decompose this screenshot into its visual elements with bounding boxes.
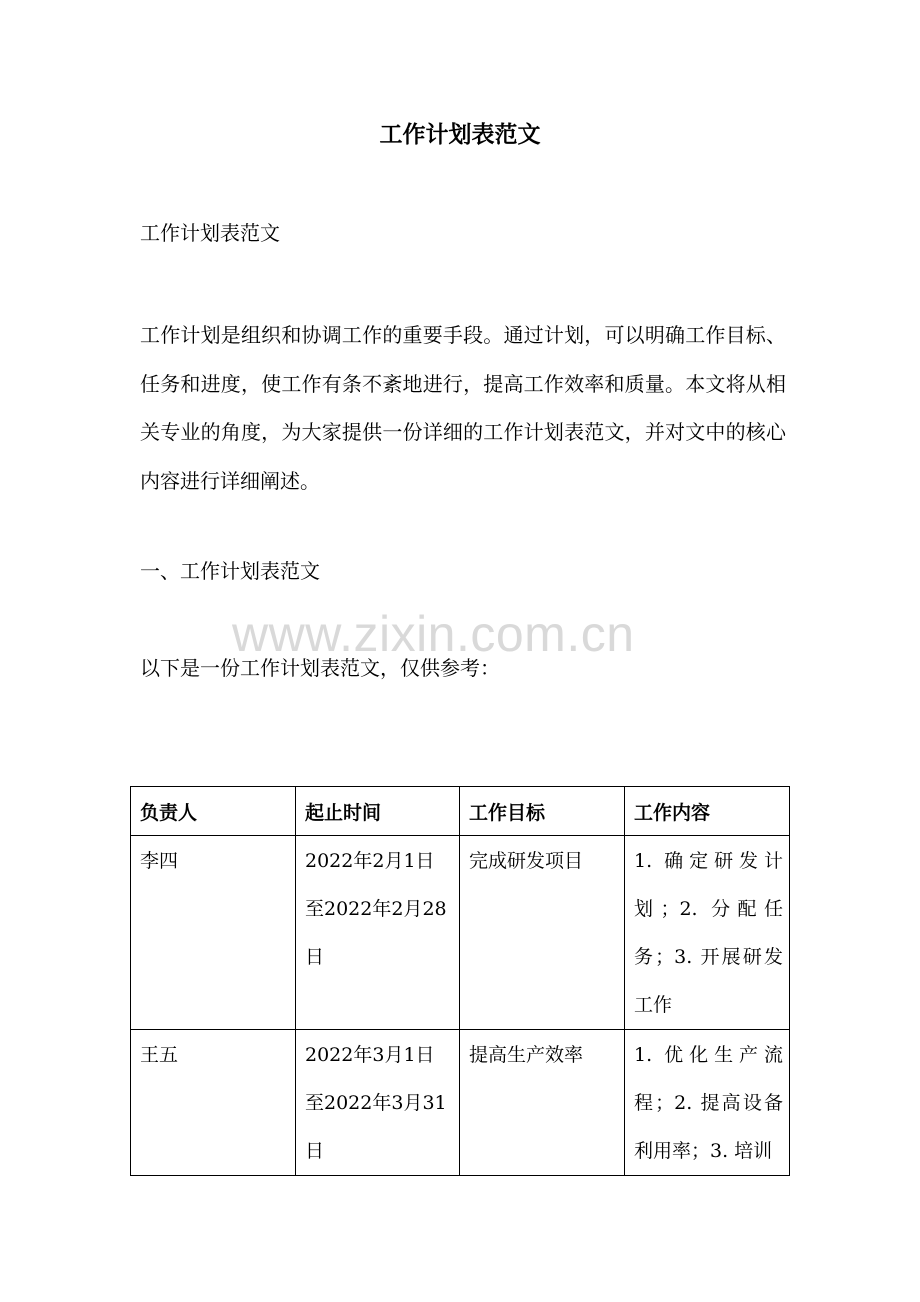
cell-goal-text: 完成研发项目 <box>469 850 584 872</box>
page-title: 工作计划表范文 <box>379 122 541 148</box>
section-heading: 一、工作计划表范文 <box>140 559 320 583</box>
cell-period-text: 2022年2月1日至2022年2月28日 <box>305 850 447 968</box>
cell-period <box>296 836 460 1030</box>
cell-goal <box>460 1030 625 1176</box>
table-header-row <box>131 787 790 836</box>
lead-in-text: 以下是一份工作计划表范文，仅供参考： <box>140 656 500 680</box>
cell-content <box>625 1030 790 1176</box>
cell-goal <box>460 836 625 1030</box>
header-content: 工作内容 <box>625 787 790 836</box>
cell-owner <box>131 836 296 1030</box>
cell-period-text: 2022年3月1日至2022年3月31日 <box>305 1044 447 1162</box>
watermark: www.zixin.com.cn <box>232 606 635 662</box>
table-row <box>131 1030 790 1176</box>
header-period: 起止时间 <box>296 787 460 836</box>
cell-owner <box>131 1030 296 1176</box>
intro-paragraph: 工作计划是组织和协调工作的重要手段。通过计划，可以明确工作目标、任务和进度，使工作有条不紊地进行，提高工作效率和质量。本文将从相关专业的角度，为大家提供一份详细的工作计划表范文，并对文中的核心内容进行详细阐述。 <box>140 323 786 493</box>
cell-content <box>625 836 790 1030</box>
cell-goal-text: 提高生产效率 <box>469 1044 584 1066</box>
cell-content-text: 1. 确定研发计划；2. 分配任务；3. 开展研发工作 <box>634 850 783 1016</box>
table-row <box>131 836 790 1030</box>
header-owner: 负责人 <box>131 787 296 836</box>
cell-owner-text: 王五 <box>140 1044 179 1066</box>
cell-owner-text: 李四 <box>140 850 179 872</box>
work-plan-table <box>130 786 790 1176</box>
cell-period <box>296 1030 460 1176</box>
document-subtitle: 工作计划表范文 <box>140 221 280 245</box>
header-goal: 工作目标 <box>460 787 625 836</box>
cell-content-text: 1. 优化生产流程；2. 提高设备利用率；3. 培训 <box>634 1044 783 1162</box>
